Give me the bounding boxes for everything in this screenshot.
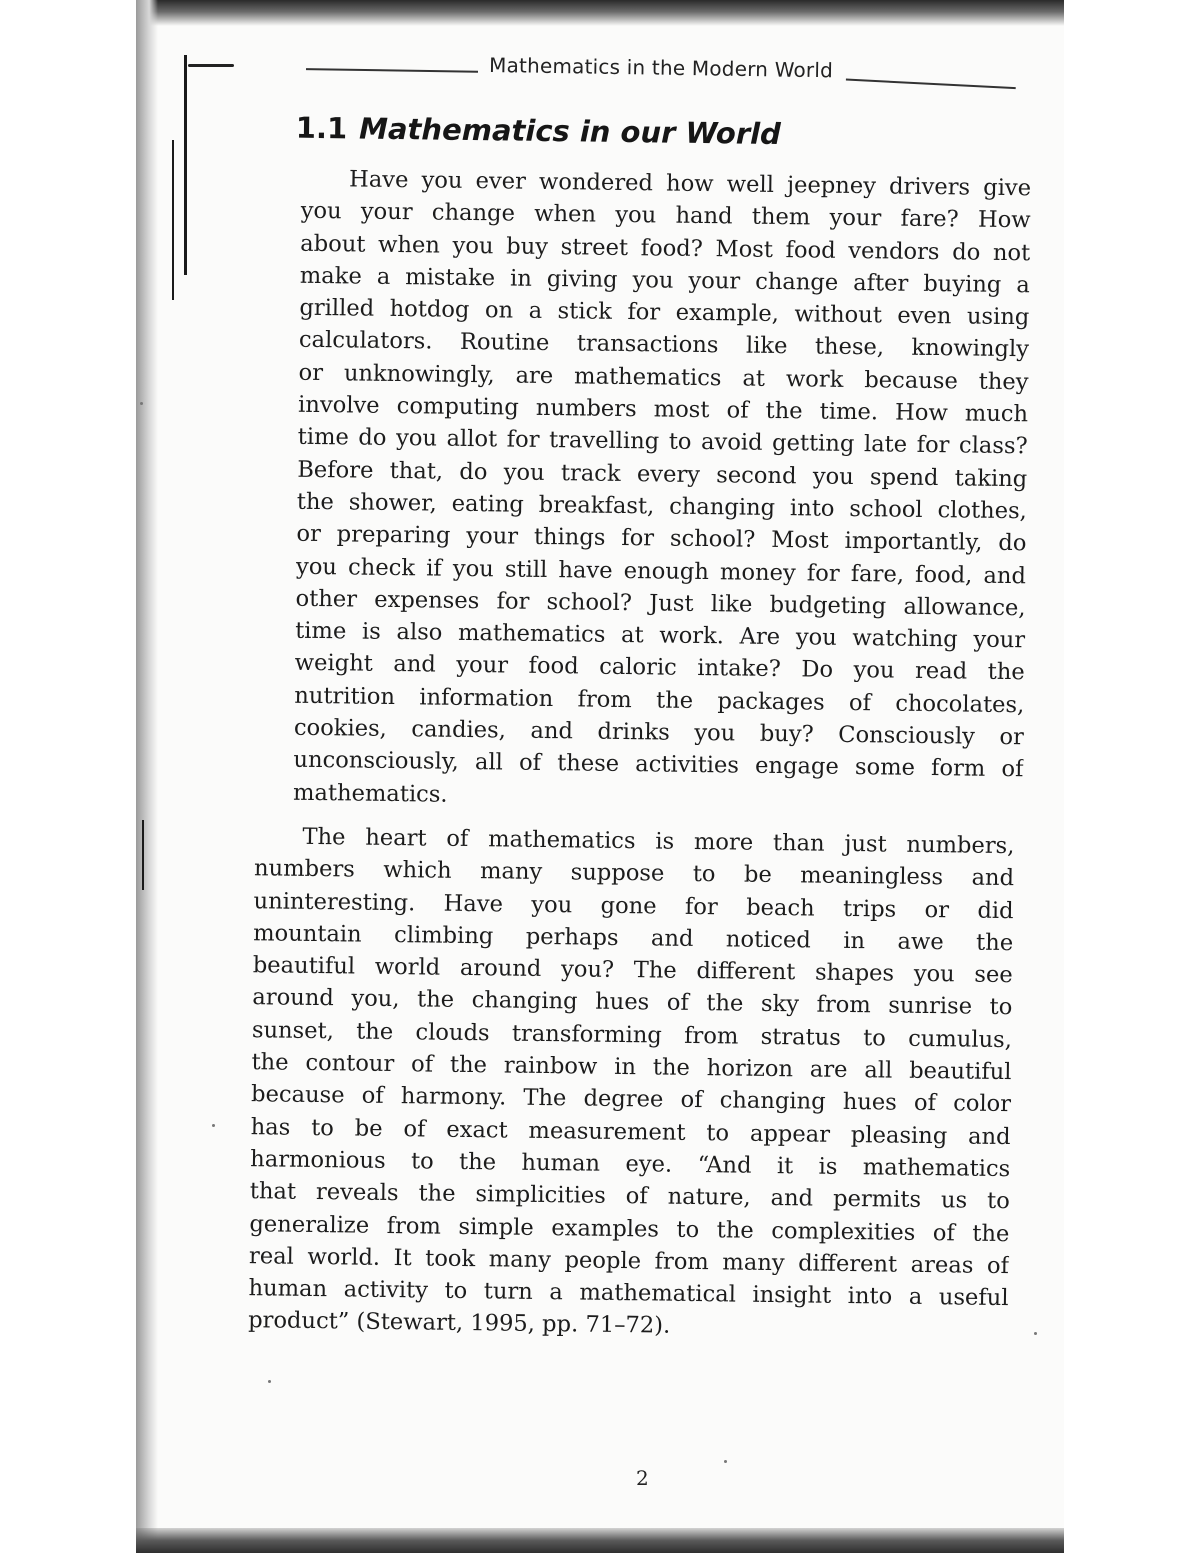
text-line: because of harmony. The degree of changing hues of color bbox=[250, 1081, 1012, 1118]
margin-line bbox=[184, 55, 187, 275]
text-line: that reveals the simplicities of nature, and permits us to bbox=[249, 1178, 1010, 1215]
text-line: grilled hotdog on a stick for example, without even using bbox=[299, 294, 1030, 331]
text-line: real world. It took many people from many different areas of bbox=[248, 1242, 1010, 1279]
text-line: weight and your food caloric intake? Do you read the bbox=[294, 650, 1025, 686]
text-line: harmonious to the human eye. “And it is mathematics bbox=[250, 1146, 1011, 1183]
margin-mark bbox=[188, 64, 234, 67]
text-line: unconsciously, all of these activities engage some form of bbox=[293, 747, 1024, 783]
text-line: nutrition information from the packages of chocolates, bbox=[294, 682, 1025, 719]
text-line: time do you allot for travelling to avoid getting late for class? bbox=[297, 424, 1028, 460]
text-line: mathematics. bbox=[292, 779, 448, 808]
page-content bbox=[228, 110, 1034, 1347]
header-rule-left bbox=[306, 68, 478, 73]
text-line: or preparing your things for school? Most importantly, do bbox=[296, 520, 1027, 557]
text-line: about when you buy street food? Most food vendors do not bbox=[300, 230, 1031, 266]
scan-speck bbox=[268, 1380, 271, 1383]
running-title: Mathematics in the Modern World bbox=[488, 52, 834, 83]
paragraph bbox=[228, 820, 1015, 1347]
running-header bbox=[301, 50, 1022, 101]
text-line: uninteresting. Have you gone for beach trips or did bbox=[253, 887, 1014, 924]
margin-line bbox=[172, 140, 174, 300]
text-line: you your change when you hand them your fare? How bbox=[300, 198, 1031, 234]
text-line: involve computing numbers most of the time. How much bbox=[297, 391, 1029, 428]
text-line: generalize from simple examples to the complexities of the bbox=[249, 1210, 1010, 1247]
text-line: product” (Stewart, 1995, pp. 71–72). bbox=[247, 1307, 671, 1340]
text-line: beautiful world around you? The different shapes you see bbox=[252, 952, 1013, 989]
scan-speck bbox=[724, 1460, 727, 1463]
text-line: make a mistake in giving you your change after buying a bbox=[299, 262, 1030, 299]
header-rule-right bbox=[846, 79, 1016, 90]
text-line: sunset, the clouds transforming from stratus to cumulus, bbox=[251, 1016, 1013, 1053]
page-number: 2 bbox=[636, 1466, 649, 1490]
text-line: time is also mathematics at work. Are you watching your bbox=[295, 617, 1026, 654]
text-line: other expenses for school? Just like budgeting allowance, bbox=[295, 585, 1026, 622]
text-line: the contour of the rainbow in the horizon are all beautiful bbox=[251, 1049, 1012, 1086]
section-heading bbox=[244, 110, 1034, 154]
text-line: numbers which many suppose to be meaningless and bbox=[253, 855, 1015, 892]
text-line: you check if you still have enough money for fare, food, and bbox=[295, 553, 1027, 589]
text-line: calculators. Routine transactions like these, knowingly bbox=[298, 327, 1030, 363]
text-line: Before that, do you track every second you spend taking bbox=[297, 456, 1028, 492]
scan-speck bbox=[140, 402, 143, 405]
scan-speck bbox=[1034, 1332, 1037, 1335]
paragraph bbox=[235, 162, 1031, 818]
text-line: The heart of mathematics is more than just numbers, bbox=[302, 823, 1015, 860]
text-line: cookies, candies, and drinks you buy? Consciously or bbox=[293, 714, 1025, 751]
text-line: human activity to turn a mathematical insight into a useful bbox=[248, 1275, 1009, 1312]
book-page bbox=[136, 0, 1064, 1553]
scan-speck bbox=[212, 1124, 215, 1127]
text-line: around you, the changing hues of the sky from sunrise to bbox=[252, 984, 1013, 1021]
scan-shadow-bottom bbox=[136, 1528, 1064, 1553]
text-line: has to be of exact measurement to appear pleasing and bbox=[250, 1113, 1011, 1150]
section-number: 1.1 bbox=[295, 110, 348, 146]
scan-shadow-top bbox=[136, 0, 1064, 26]
margin-line bbox=[142, 820, 144, 890]
scan-shadow-left bbox=[136, 0, 158, 1553]
text-line: Have you ever wondered how well jeepney drivers give bbox=[348, 166, 1032, 202]
text-line: the shower, eating breakfast, changing into school clothes, bbox=[296, 488, 1027, 525]
section-title: Mathematics in our World bbox=[358, 111, 782, 152]
text-line: or unknowingly, are mathematics at work because they bbox=[298, 359, 1029, 396]
text-line: mountain climbing perhaps and noticed in awe the bbox=[253, 920, 1014, 956]
